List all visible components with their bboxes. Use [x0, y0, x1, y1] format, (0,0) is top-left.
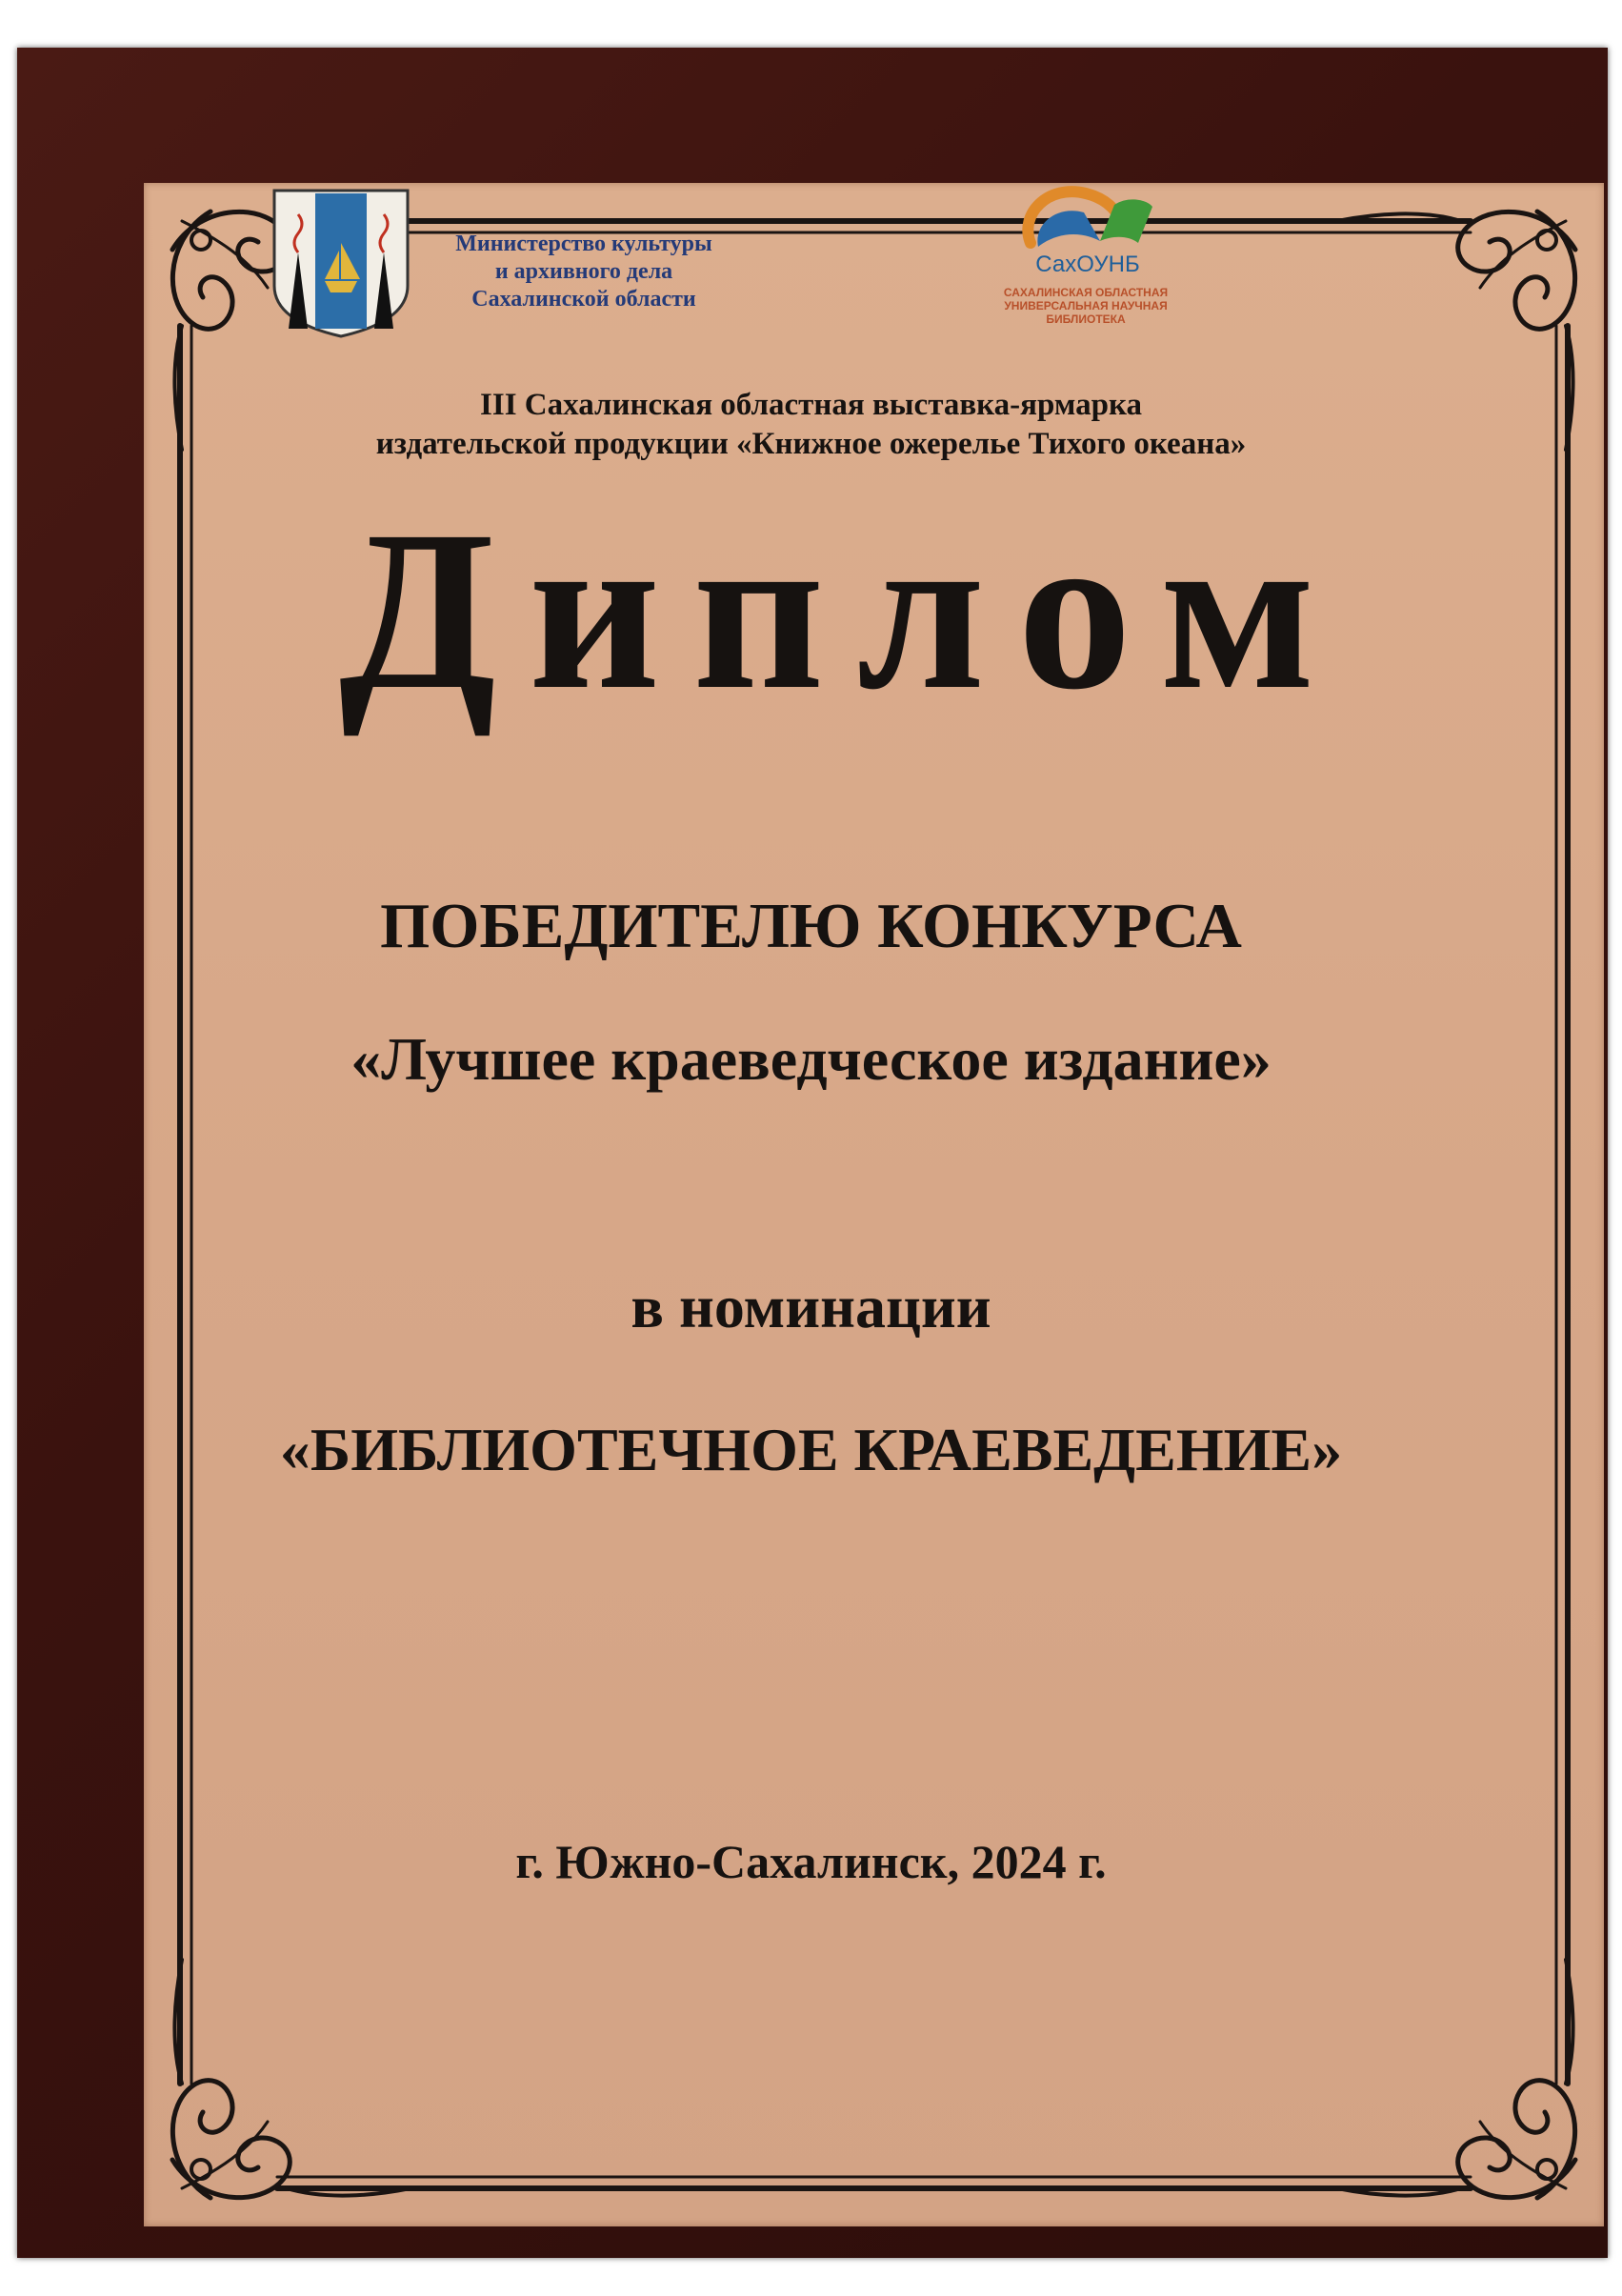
event-line-1: III Сахалинская областная выставка-ярмарка	[480, 388, 1142, 422]
library-logo-text: СахОУНБ	[1035, 252, 1140, 277]
corner-flourish-bottom-left	[172, 1960, 411, 2198]
place-and-date: г. Южно-Сахалинск, 2024 г.	[515, 1835, 1107, 1888]
library-caption	[991, 286, 1181, 326]
award-winner-heading: ПОБЕДИТЕЛЮ КОНКУРСА	[380, 891, 1242, 961]
nomination-value: «БИБЛИОТЕЧНОЕ КРАЕВЕДЕНИЕ»	[279, 1416, 1343, 1483]
ministry-line: Сахалинской области	[471, 287, 696, 312]
ministry-line: Министерство культуры	[455, 232, 712, 256]
wooden-plaque	[17, 48, 1608, 2258]
event-line-2: издательской продукции «Книжное ожерелье Тихого океана»	[375, 427, 1247, 461]
library-caption-line: УНИВЕРСАЛЬНАЯ НАУЧНАЯ	[1004, 299, 1168, 312]
diploma-title: Диплом	[338, 483, 1349, 736]
event-title	[0, 386, 1622, 464]
corner-flourish-bottom-right	[1337, 1960, 1575, 2198]
library-caption-line: БИБЛИОТЕКА	[1046, 312, 1126, 326]
sakhalin-coat-of-arms-icon	[270, 186, 412, 338]
library-caption-line: САХАЛИНСКАЯ ОБЛАСТНАЯ	[1003, 286, 1169, 299]
ministry-name	[427, 231, 741, 313]
nomination-label: в номинации	[631, 1273, 991, 1340]
ministry-line: и архивного дела	[494, 259, 673, 284]
contest-name: «Лучшее краеведческое издание»	[350, 1025, 1272, 1093]
library-logo-icon	[1010, 176, 1162, 281]
